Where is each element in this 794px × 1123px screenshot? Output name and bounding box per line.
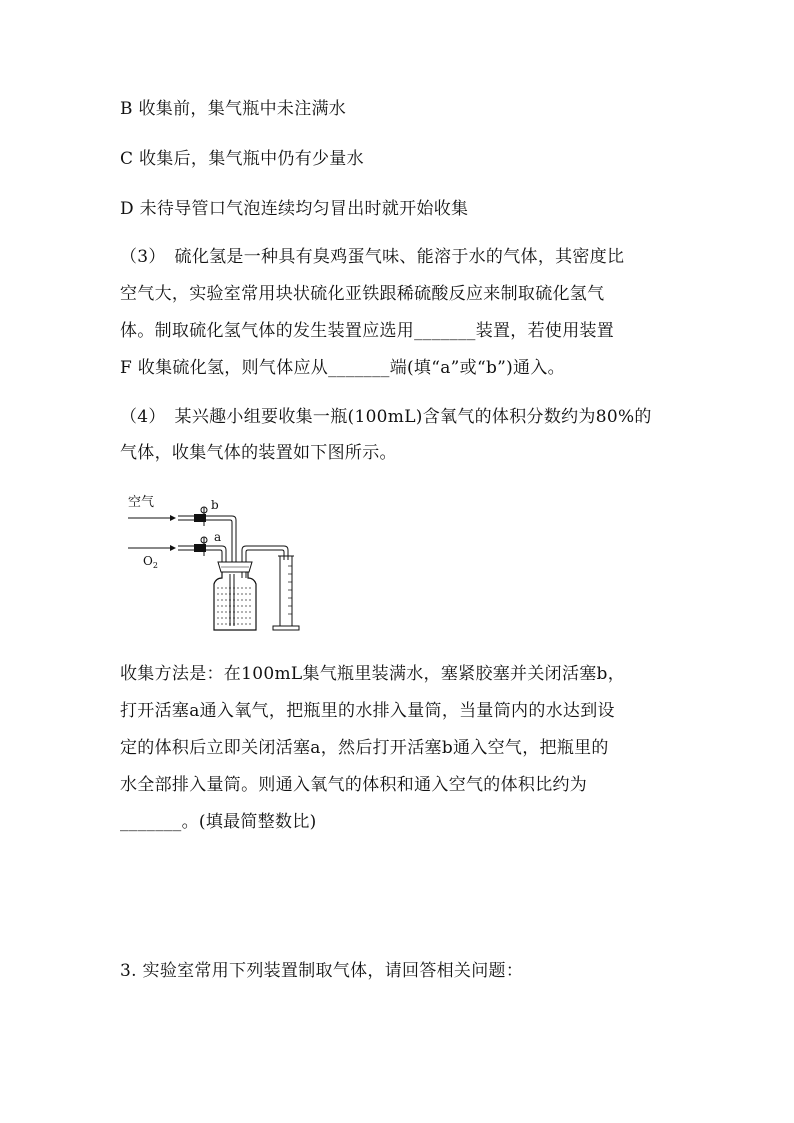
air-label: 空气 — [128, 495, 155, 510]
question-3-line-1: （3） 硫化氢是一种具有臭鸡蛋气味、能溶于水的气体，其密度比 — [120, 247, 625, 267]
graduated-cylinder — [273, 556, 299, 630]
method-line-2: 打开活塞a通入氧气，把瓶里的水排入量筒，当量筒内的水达到设 — [120, 701, 615, 721]
question-3-line-2: 空气大，实验室常用块状硫化亚铁跟稀硫酸反应来制取硫化氢气 — [120, 284, 605, 304]
valve-b — [194, 507, 207, 526]
method-line-4: 水全部排入量筒。则通入氧气的体积和通入空气的体积比约为 — [120, 775, 588, 795]
valve-a-label: a — [214, 530, 222, 544]
option-c-text: C 收集后，集气瓶中仍有少量水 — [120, 149, 364, 169]
o2-label: $O_2$ — [143, 554, 158, 570]
apparatus-diagram — [118, 488, 318, 638]
valve-b-label: b — [211, 498, 219, 512]
option-b-text: B 收集前，集气瓶中未注满水 — [120, 99, 347, 119]
question-3-line-3: 体。制取硫化氢气体的发生装置应选用_______装置，若使用装置 — [120, 321, 615, 341]
valve-a — [194, 537, 207, 556]
question-4-line-1: （4） 某兴趣小组要收集一瓶(100mL)含氧气的体积分数约为80%的 — [120, 407, 652, 427]
o2-arrow — [128, 545, 176, 551]
method-line-5: _______。(填最简整数比) — [120, 812, 317, 832]
question-4-line-2: 气体，收集气体的装置如下图所示。 — [120, 443, 397, 463]
rubber-stopper — [218, 562, 252, 572]
method-line-3: 定的体积后立即关闭活塞a，然后打开活塞b通入空气，把瓶里的 — [120, 738, 609, 758]
method-line-1: 收集方法是：在100mL集气瓶里装满水，塞紧胶塞并关闭活塞b， — [120, 664, 626, 684]
question-3-line-4: F 收集硫化氢，则气体应从_______端(填“a”或“b”)通入。 — [120, 358, 565, 378]
question-3-heading: 3. 实验室常用下列装置制取气体，请回答相关问题： — [120, 961, 524, 981]
option-d-text: D 未待导管口气泡连续均匀冒出时就开始收集 — [120, 199, 469, 219]
gas-collecting-bottle — [214, 572, 256, 630]
air-arrow — [128, 515, 176, 521]
gas-collection-apparatus-figure — [118, 488, 318, 638]
